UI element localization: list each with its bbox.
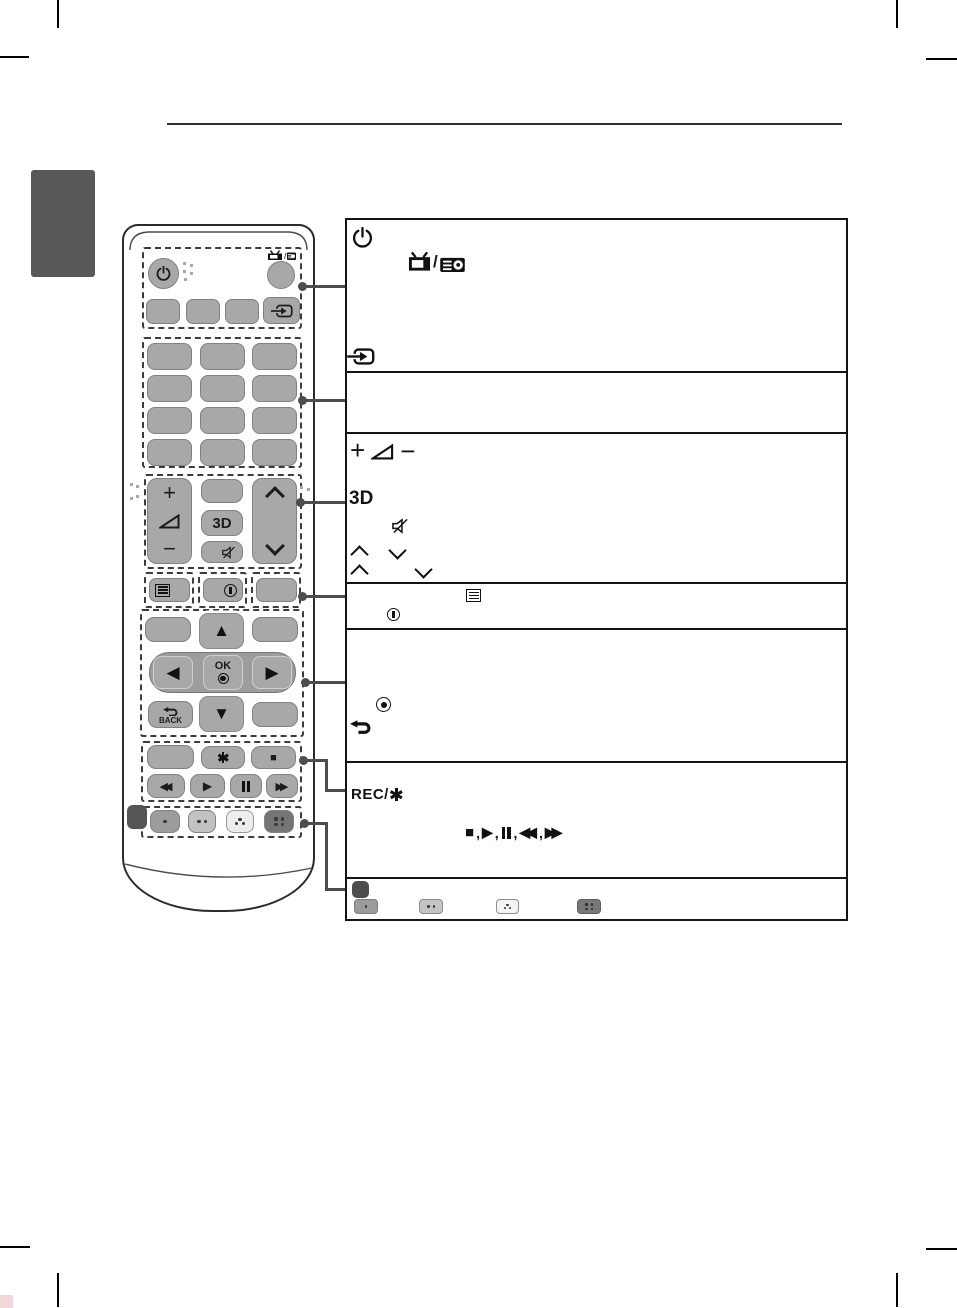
pause-icon [242,781,251,792]
svg-text:/: / [284,251,287,260]
function-button[interactable] [201,479,243,503]
four-dot-icon [591,903,594,906]
3d-label: 3D [349,488,374,509]
ir-dot [184,278,187,281]
table-row-divider [347,432,846,434]
volume-triangle-icon [371,444,394,460]
plus-glyph: + [350,435,366,465]
mute-icon [222,546,236,559]
ok-button[interactable] [203,655,243,690]
back-button[interactable] [148,701,193,728]
three-dot-icon [509,907,511,909]
back-arrow-icon [350,719,371,734]
play-icon: ▶ [202,779,213,793]
two-dot-icon [204,820,207,823]
stop-icon: ■ [270,751,277,764]
three-dot-icon [242,822,245,825]
table-row-divider [347,761,846,763]
leader-line [325,888,345,891]
side-button-icon [352,881,369,898]
tv-radio-icon-group [408,251,465,272]
four-dot-icon [585,903,588,906]
asterisk-icon [390,788,403,801]
fast-forward-icon: ▶▶ [544,824,559,840]
rec-label-group [351,786,403,803]
crop-mark [0,1246,30,1248]
ok-record-icon [376,697,391,712]
info-icon [387,608,400,621]
three-dot-icon [506,904,508,906]
crop-mark [57,0,59,28]
rewind-icon: ◀◀ [159,780,169,793]
side-dot [130,497,133,500]
number-button[interactable] [252,407,297,434]
two-dot-icon [433,905,436,908]
asterisk-icon [218,752,229,763]
table-row-divider [347,371,846,373]
three-dot-icon [504,907,506,909]
list-icon [155,584,170,597]
three-dot-icon [238,818,241,821]
channel-rocker[interactable] [252,478,297,564]
side-dot [300,486,303,489]
four-dot-icon [281,817,284,820]
leader-line [302,285,345,288]
leader-line [300,501,345,504]
side-dot [136,485,139,488]
function-button[interactable] [147,745,194,769]
side-button[interactable] [127,805,147,829]
volume-rocker[interactable] [147,478,192,564]
leader-line [302,399,345,402]
color-key-green-icon [419,899,443,914]
leader-line [305,681,345,684]
stop-icon: ■ [465,824,475,841]
pause-icon [502,827,511,839]
left-arrow-icon: ◀ [166,662,180,682]
up-arrow-icon: ▲ [213,621,230,640]
volume-icon-group [350,435,416,466]
slash-separator: / [433,252,438,271]
two-dot-icon [427,905,430,908]
input-icon [347,348,375,365]
color-key-green[interactable] [188,810,216,833]
crop-mark [57,1273,59,1307]
back-arrow-icon [163,707,178,716]
number-button[interactable] [147,375,192,402]
fast-forward-button[interactable] [266,774,298,798]
table-row-divider [347,628,846,630]
radio-icon [440,255,465,272]
minus-glyph: − [400,436,416,466]
ir-dot [183,262,186,265]
function-button[interactable] [256,578,297,602]
power-icon [156,266,171,281]
volume-up-label: + [163,480,176,505]
leader-line [302,595,345,598]
one-dot-icon [365,905,368,908]
3d-button-label: 3D [212,514,232,532]
ir-dot [190,264,193,267]
number-button[interactable] [252,375,297,402]
crop-mark [896,1273,898,1307]
3d-button[interactable] [201,510,243,536]
function-button[interactable] [145,617,191,642]
play-icon: ▶ [481,824,493,840]
comma: , [538,824,543,841]
ir-dot [183,270,186,273]
four-dot-icon [591,908,594,911]
rec-label: REC/ [351,786,389,803]
power-icon [352,227,373,248]
color-key-yellow[interactable] [226,810,254,833]
color-key-red[interactable] [150,810,180,833]
function-button[interactable] [252,702,298,727]
four-dot-icon [281,823,284,826]
tv-icon [408,251,431,272]
channel-up-icon [265,486,285,506]
number-button[interactable] [200,439,245,466]
input-button[interactable] [263,297,300,324]
print-artifact [0,1295,13,1308]
number-button[interactable] [252,343,297,370]
rewind-button[interactable] [147,774,185,798]
color-key-yellow-icon [496,899,519,914]
one-dot-icon [163,820,166,823]
chapter-tab [31,170,95,277]
table-row-divider [347,582,846,584]
number-button[interactable] [147,439,192,466]
fast-forward-icon: ▶▶ [275,780,285,793]
channel-down-icon [265,536,285,556]
mute-icon [392,518,409,534]
three-dot-icon [235,822,238,825]
comma: , [476,824,480,841]
function-button[interactable] [146,299,180,324]
ok-record-icon [218,673,229,684]
four-dot-icon [585,908,588,911]
qmenu-button[interactable] [203,578,243,602]
volume-triangle-icon [159,514,180,529]
nav-up-button[interactable] [199,613,244,649]
number-button[interactable] [200,375,245,402]
crop-mark [926,58,957,60]
side-dot [136,495,139,498]
crop-mark [926,1248,957,1250]
number-button[interactable] [252,439,297,466]
down-arrow-icon: ▼ [213,704,230,723]
function-button[interactable] [252,617,298,642]
number-button[interactable] [200,343,245,370]
two-dot-icon [197,820,200,823]
number-button[interactable] [200,407,245,434]
rewind-icon: ◀◀ [519,824,533,840]
number-button[interactable] [147,407,192,434]
tv-radio-button[interactable] [267,261,295,289]
comma: , [513,824,518,841]
list-button[interactable] [149,578,190,602]
info-icon [224,584,237,597]
playback-icon-group [465,824,562,841]
crop-mark [896,0,898,28]
stop-button[interactable] [251,746,296,769]
header-rule [167,123,842,125]
mute-button[interactable] [201,541,243,563]
side-dot [130,483,133,486]
power-button[interactable] [148,258,179,289]
pause-button[interactable] [230,774,262,798]
crop-mark [0,56,29,58]
leader-line [325,789,345,792]
nav-down-button[interactable] [199,696,244,732]
color-key-blue-icon [577,899,601,914]
input-icon [271,304,293,318]
color-key-red-icon [354,899,378,914]
back-button-label: BACK [158,715,183,725]
four-dot-icon [274,817,277,820]
number-button[interactable] [147,343,192,370]
ir-dot [190,272,193,275]
side-dot [307,488,310,491]
four-dot-icon [274,823,277,826]
leader-line [325,759,328,792]
leader-line [325,822,328,891]
comma: , [494,824,499,841]
color-key-blue[interactable] [264,810,294,833]
ok-button-label: OK [214,660,232,672]
nav-left-button[interactable] [153,656,193,689]
rec-button[interactable] [201,746,245,769]
function-button[interactable] [186,299,220,324]
right-arrow-icon: ▶ [265,662,279,682]
volume-down-label: − [163,536,176,561]
tv-radio-label-icon [266,250,296,260]
nav-right-button[interactable] [252,656,292,689]
table-row-divider [347,877,846,879]
function-button[interactable] [225,299,259,324]
list-icon [466,589,481,602]
play-button[interactable] [190,774,225,798]
